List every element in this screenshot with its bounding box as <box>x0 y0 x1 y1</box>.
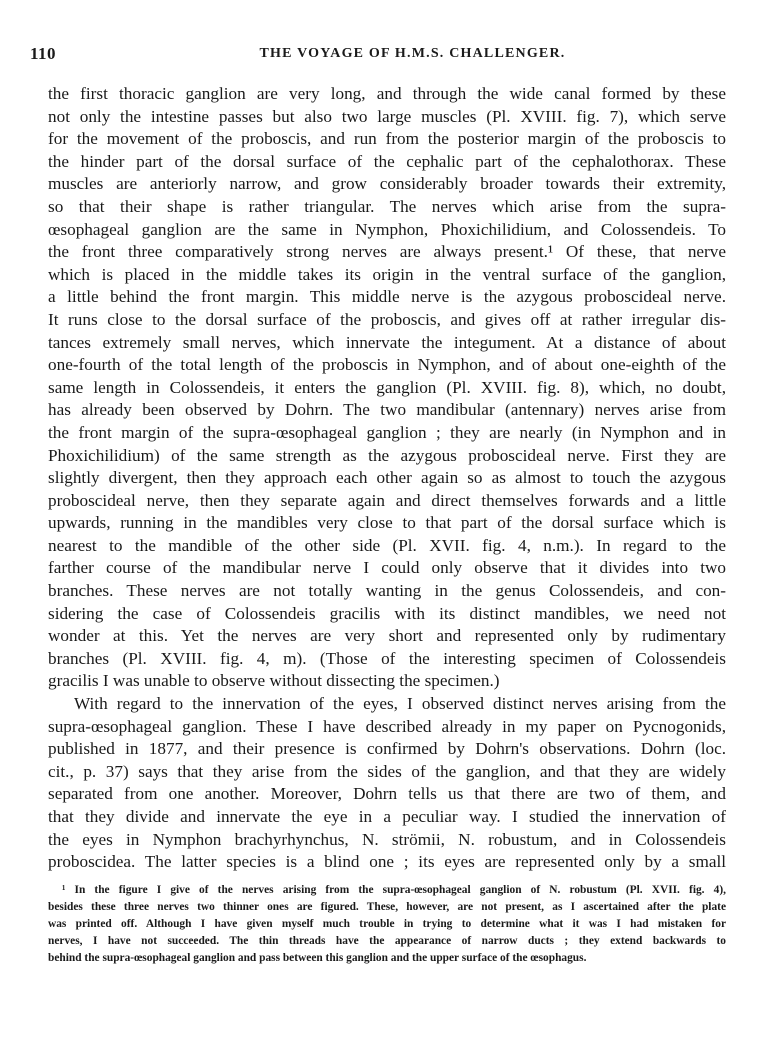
text-line: slightly divergent, then they approach each other again so as almost to touch the azygous <box>48 468 726 488</box>
text-line: nearest to the mandible of the other side (Pl. XVII. fig. 4, n.m.). In regard to the <box>48 535 726 555</box>
footnote-line: nerves, I have not succeeded. The thin threads have the appearance of narrow ducts ; they extend backwards to <box>48 935 726 947</box>
text-line: the first thoracic ganglion are very long, and through the wide canal formed by these <box>48 84 726 103</box>
text-line: œsophageal ganglion are the same in Nymphon, Phoxichilidium, and Colossendeis. To <box>48 219 726 239</box>
text-line: upwards, running in the mandibles very close to that part of the dorsal surface which is <box>48 513 726 533</box>
text-line: the front margin of the supra-œsophageal ganglion ; they are nearly (in Nymphon and in <box>48 422 726 442</box>
text-line: proboscideal nerve, then they separate again and direct themselves forwards and a little <box>48 490 726 510</box>
text-line: farther course of the mandibular nerve I could only observe that it divides into two <box>48 558 726 578</box>
text-line: same length in Colossendeis, it enters the ganglion (Pl. XVIII. fig. 8), which, no doubt, <box>48 377 726 397</box>
text-line: has already been observed by Dohrn. The two mandibular (antennary) nerves arise from <box>48 400 726 420</box>
page-number: 110 <box>30 44 57 63</box>
text-line: gracilis I was unable to observe without dissecting the specimen.) <box>48 671 500 691</box>
text-line: the eyes in Nymphon brachyrhynchus, N. strömii, N. robustum, and in Colossendeis <box>48 829 726 849</box>
text-line: wonder at this. Yet the nerves are very short and represented only by rudimentary <box>48 626 726 646</box>
text-line: muscles are anteriorly narrow, and grow considerably broader towards their extremity, <box>48 174 726 194</box>
footnote-line: ¹ In the figure I give of the nerves arising from the supra-œsophageal ganglion of N. robustum (Pl. XVII. fig. 4), <box>62 884 726 896</box>
text-line: for the movement of the proboscis, and run from the posterior margin of the proboscis to <box>48 129 726 149</box>
text-line: not only the intestine passes but also two large muscles (Pl. XVIII. fig. 7), which serve <box>48 106 726 126</box>
text-line: supra-œsophageal ganglion. These I have described already in my paper on Pycnogonids, <box>48 716 726 736</box>
text-line: With regard to the innervation of the eyes, I observed distinct nerves arising from the <box>74 694 726 714</box>
text-line: one-fourth of the total length of the proboscis in Nymphon, and of about one-eighth of the <box>48 355 726 375</box>
footnotes <box>48 882 726 967</box>
text-line: so that their shape is rather triangular. The nerves which arise from the supra- <box>48 196 726 216</box>
text-line: separated from one another. Moreover, Dohrn tells us that there are two of them, and <box>48 784 726 804</box>
text-line: which is placed in the middle takes its origin in the ventral surface of the ganglion, <box>48 264 726 284</box>
text-line: Phoxichilidium) of the same strength as the azygous proboscideal nerve. First they are <box>48 445 726 465</box>
text-line: sidering the case of Colossendeis gracilis with its distinct mandibles, we need not <box>48 603 726 623</box>
body-text <box>48 83 726 874</box>
running-head: THE VOYAGE OF H.M.S. CHALLENGER. <box>259 46 566 61</box>
text-line: cit., p. 37) says that they arise from the sides of the ganglion, and that they are widely <box>48 761 726 781</box>
text-line: a little behind the front margin. This middle nerve is the azygous proboscideal nerve. <box>48 287 726 307</box>
footnote-line: was printed off. Although I have given myself much trouble in trying to determine what it was I had mistaken for <box>48 918 726 930</box>
text-line: branches. These nerves are not totally wanting in the genus Colossendeis, and con- <box>48 581 726 601</box>
text-line: It runs close to the dorsal surface of the proboscis, and gives off at rather irregular dis- <box>48 309 726 329</box>
text-line: branches (Pl. XVIII. fig. 4, m). (Those of the interesting specimen of Colossendeis <box>48 648 726 668</box>
text-line: proboscidea. The latter species is a blind one ; its eyes are represented only by a small <box>48 852 726 872</box>
text-line: published in 1877, and their presence is confirmed by Dohrn's observations. Dohrn (loc. <box>48 739 726 759</box>
text-line: tances extremely small nerves, which innervate the integument. At a distance of about <box>48 332 726 352</box>
footnote-line: besides these three nerves two thinner ones are figured. These, however, are not present, as I ascertained after the plate <box>48 901 726 913</box>
page-header <box>30 44 755 70</box>
text-line: the hinder part of the dorsal surface of the cephalic part of the cephalothorax. These <box>48 151 726 171</box>
text-line: the front three comparatively strong nerves are always present.¹ Of these, that nerve <box>48 242 726 262</box>
text-line: that they divide and innervate the eye in a peculiar way. I studied the innervation of <box>48 807 726 826</box>
footnote-line: behind the supra-œsophageal ganglion and pass between this ganglion and the upper surface of the œsophagus. <box>48 952 587 964</box>
